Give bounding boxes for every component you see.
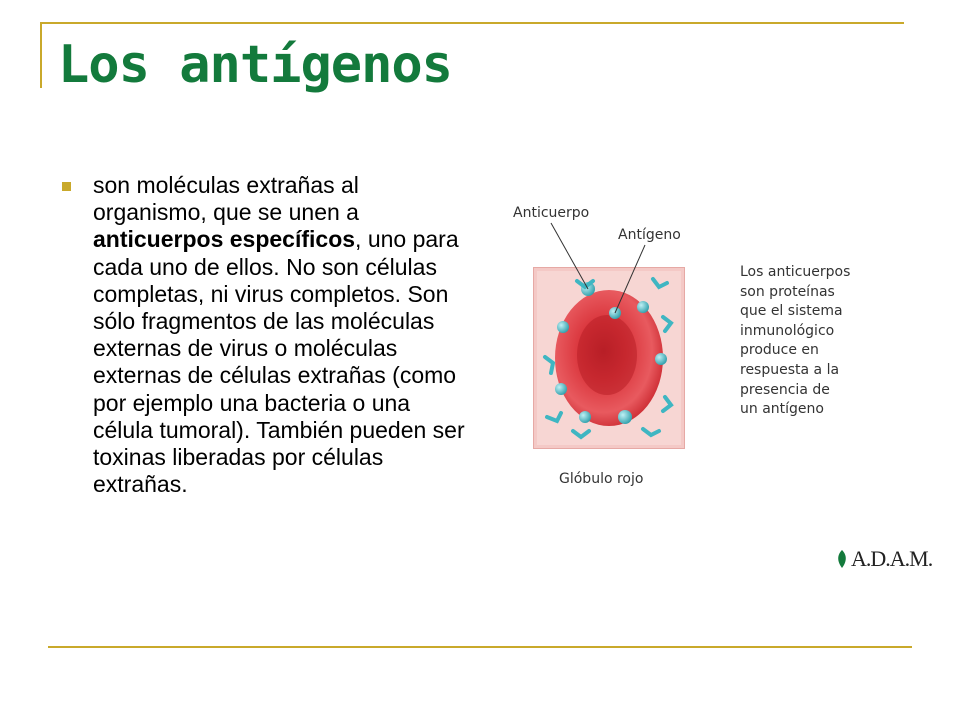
- bullet-bold-term: anticuerpos específicos: [93, 226, 356, 253]
- label-antigen: Antígeno: [618, 227, 681, 243]
- antibody-pointer-line: [551, 223, 588, 289]
- frame-bottom-line: [48, 646, 912, 648]
- figure-description: Los anticuerpos son proteínas que el sistema inmunológico produce en respuesta a la presencia de un antígeno: [740, 264, 851, 418]
- adam-logo: [835, 546, 932, 572]
- label-red-blood-cell: Glóbulo rojo: [559, 471, 644, 487]
- bullet-marker: [62, 182, 71, 191]
- label-antibody: Anticuerpo: [513, 205, 590, 221]
- frame-left-line: [40, 22, 42, 88]
- bullet-text-end: , uno para cada uno de ellos. No son células completas, ni virus completos. Son sólo fragmentos de las moléculas externas de virus o moléculas externas de células extrañas (como por ejemplo una bacteria o una célula tumoral). También pueden ser toxinas liberadas por células extrañas.: [93, 226, 465, 498]
- frame-top-line: [40, 22, 904, 24]
- antibody-antigen-figure: [505, 195, 890, 515]
- bullet-text-start: son moléculas extrañas al organismo, que se unen a: [93, 172, 359, 226]
- antigen-pointer-line: [615, 245, 645, 313]
- slide-title: Los antígenos: [58, 35, 452, 95]
- adam-logo-text: A.D.A.M.: [851, 546, 933, 571]
- bullet-text: [93, 172, 473, 498]
- leaf-logo-icon: [835, 548, 849, 570]
